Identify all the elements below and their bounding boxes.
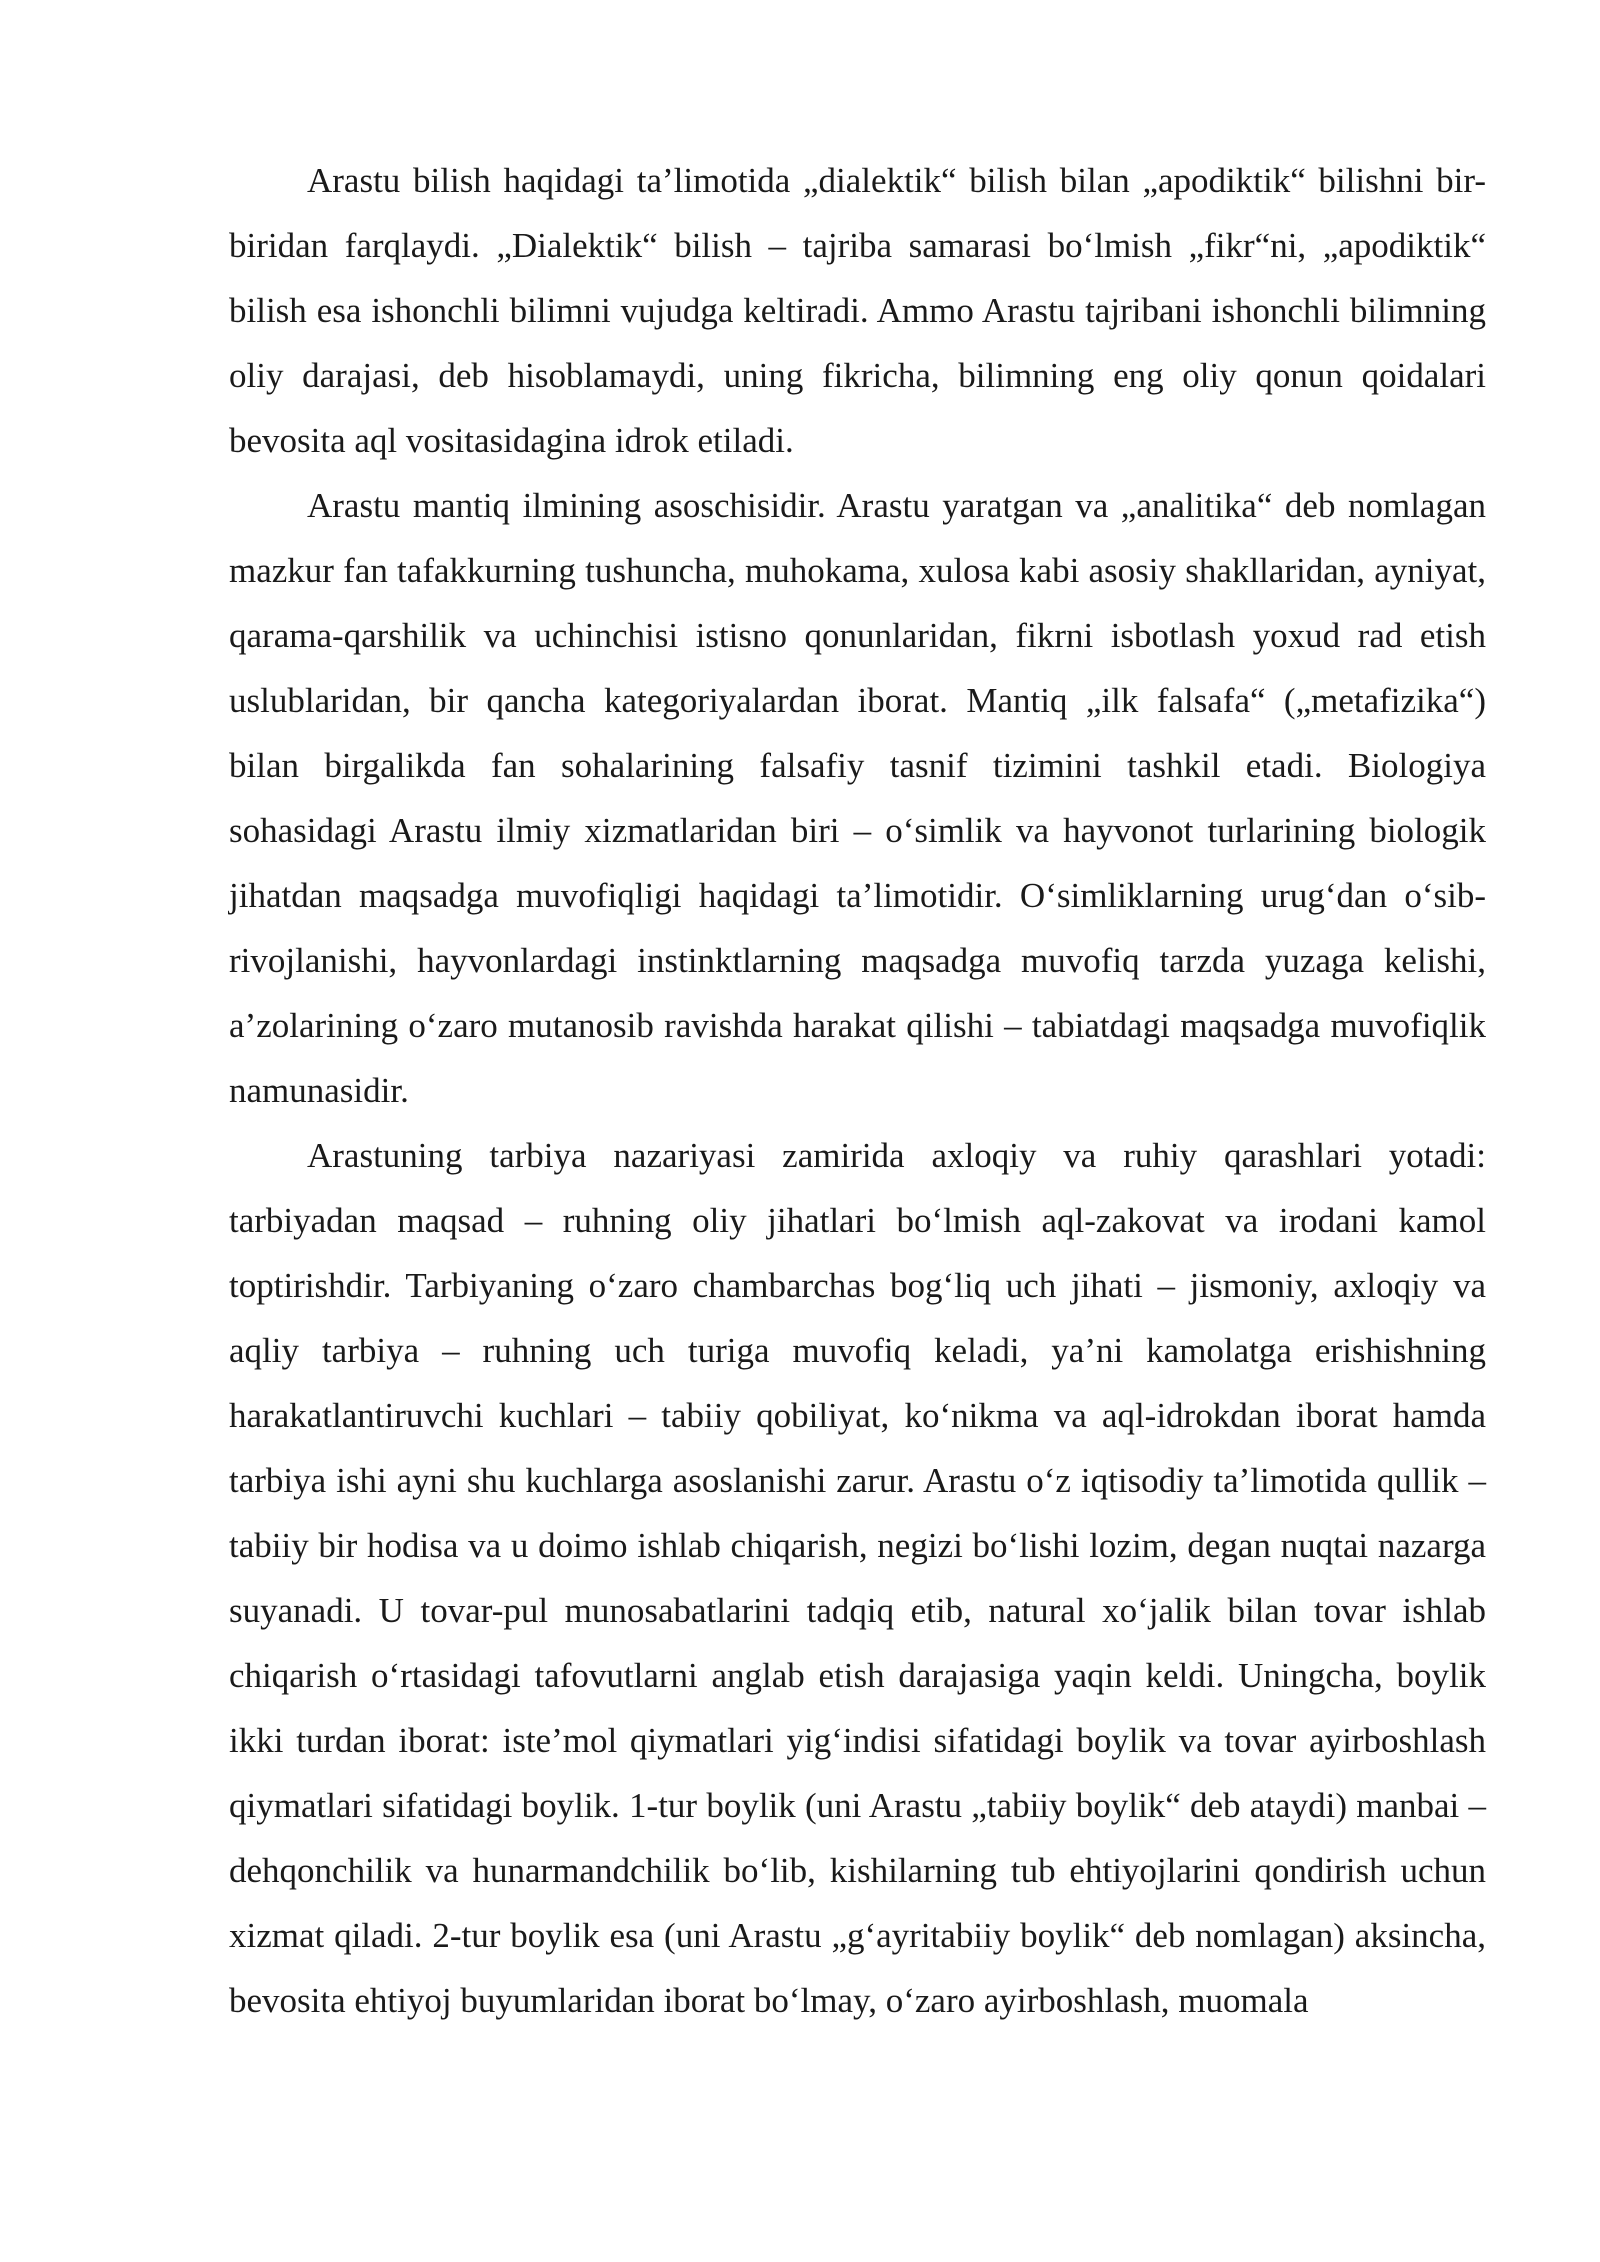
paragraph-logic-biology: Arastu mantiq ilmining asoschisidir. Arastu yaratgan va „analitika“ deb nomlagan mazkur fan tafakkurning tushuncha, muhokama, xulosa kabi asosiy shakllaridan, ayniyat, qarama-qarshilik va uchinchisi istisno qonunlaridan, fikrni isbotlash yoxud rad etish uslublaridan, bir qancha kategoriyalardan iborat. Mantiq „ilk falsafa“ („metafizika“) bilan birgalikda fan sohalarining falsafiy tasnif tizimini tashkil etadi. Biologiya sohasidagi Arastu ilmiy xizmatlaridan biri – o‘simlik va hayvonot turlarining biologik jihatdan maqsadga muvofiqligi haqidagi ta’limotidir. O‘simliklarning urug‘dan o‘sib-rivojlanishi, hayvonlardagi instinktlarning maqsadga muvofiq tarzda yuzaga kelishi, a’zolarining o‘zaro mutanosib ravishda harakat qilishi – tabiatdagi maqsadga muvofiqlik namunasidir. — [229, 486, 1486, 1110]
paragraph-epistemology: Arastu bilish haqidagi ta’limotida „dialektik“ bilish bilan „apodiktik“ bilishni bir-biridan farqlaydi. „Dialektik“ bilish – tajriba samarasi bo‘lmish „fikr“ni, „apodiktik“ bilish esa ishonchli bilimni vujudga keltiradi. Ammo Arastu tajribani ishonchli bilimning oliy darajasi, deb hisoblamaydi, uning fikricha, bilimning eng oliy qonun qoidalari bevosita aql vositasidagina idrok etiladi. — [229, 161, 1486, 460]
paragraph-education-economics: Arastuning tarbiya nazariyasi zamirida axloqiy va ruhiy qarashlari yotadi: tarbiyadan maqsad – ruhning oliy jihatlari bo‘lmish aql-zakovat va irodani kamol toptirishdir. Tarbiyaning o‘zaro chambarchas bog‘liq uch jihati – jismoniy, axloqiy va aqliy tarbiya – ruhning uch turiga muvofiq keladi, ya’ni kamolatga erishishning harakatlantiruvchi kuchlari – tabiiy qobiliyat, ko‘nikma va aql-idrokdan iborat hamda tarbiya ishi ayni shu kuchlarga asoslanishi zarur. Arastu o‘z iqtisodiy ta’limotida qullik – tabiiy bir hodisa va u doimo ishlab chiqarish, negizi bo‘lishi lozim, degan nuqtai nazarga suyanadi. U tovar-pul munosabatlarini tadqiq etib, natural xo‘jalik bilan tovar ishlab chiqarish o‘rtasidagi tafovutlarni anglab etish darajasiga yaqin keldi. Uningcha, boylik ikki turdan iborat: iste’mol qiymatlari yig‘indisi sifatidagi boylik va tovar ayirboshlash qiymatlari sifatidagi boylik. 1-tur boylik (uni Arastu „tabiiy boylik“ deb ataydi) manbai – dehqonchilik va hunarmandchilik bo‘lib, kishilarning tub ehtiyojlarini qondirish uchun xizmat qiladi. 2-tur boylik esa (uni Arastu „g‘ayritabiiy boylik“ deb nomlagan) aksincha, bevosita ehtiyoj buyumlaridan iborat bo‘lmay, o‘zaro ayirboshlash, muomala — [229, 1136, 1486, 2020]
body-text — [229, 148, 1486, 2033]
